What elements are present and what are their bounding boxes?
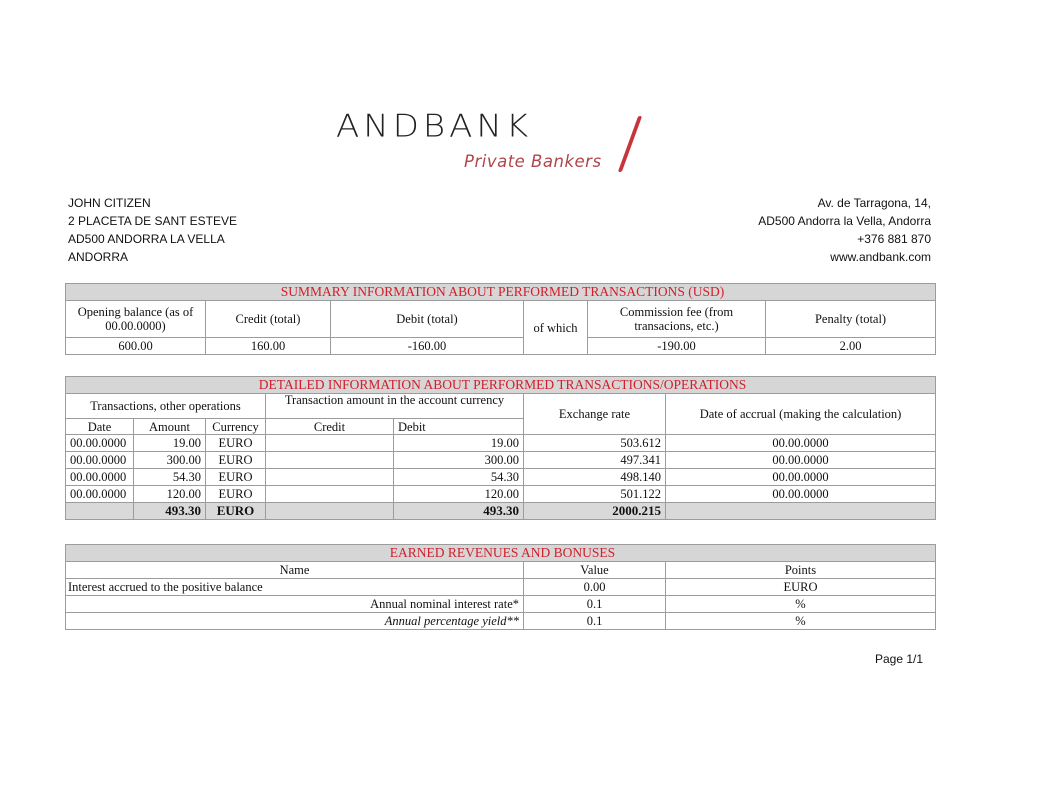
logo-brand: ANDBANK (336, 108, 533, 145)
client-city: AD500 ANDORRA LA VELLA (68, 232, 225, 246)
row-date: 00.00.0000 (66, 469, 134, 486)
row-currency: EURO (206, 486, 266, 503)
header-credit: Credit (266, 419, 394, 435)
table-row (66, 579, 936, 596)
bank-address (758, 194, 931, 266)
table-row (66, 486, 936, 503)
header-amount: Amount (134, 419, 206, 435)
header-of-which: of which (524, 301, 588, 355)
header-commission-fee: Commission fee (from transacions, etc.) (588, 301, 766, 338)
total-accrual-empty (666, 503, 936, 520)
header-currency: Currency (206, 419, 266, 435)
row-credit (266, 435, 394, 452)
row-exchange-rate: 501.122 (524, 486, 666, 503)
total-exchange-rate: 2000.215 (524, 503, 666, 520)
row-credit (266, 452, 394, 469)
header-date: Date (66, 419, 134, 435)
client-street: 2 PLACETA DE SANT ESTEVE (68, 214, 237, 228)
row-accrual-date: 00.00.0000 (666, 469, 936, 486)
row-date: 00.00.0000 (66, 452, 134, 469)
page-number: Page 1/1 (875, 652, 924, 666)
header-debit-total: Debit (total) (331, 301, 524, 338)
value-debit-total: -160.00 (331, 338, 524, 355)
total-amount: 493.30 (134, 503, 206, 520)
row-name: Annual nominal interest rate* (66, 596, 524, 613)
row-credit (266, 469, 394, 486)
row-exchange-rate: 498.140 (524, 469, 666, 486)
header-name: Name (66, 562, 524, 579)
header-exchange-rate: Exchange rate (524, 394, 666, 435)
row-points: EURO (666, 579, 936, 596)
header-penalty-total: Penalty (total) (766, 301, 936, 338)
header-points: Points (666, 562, 936, 579)
row-date: 00.00.0000 (66, 486, 134, 503)
table-row (66, 596, 936, 613)
row-points: % (666, 596, 936, 613)
total-debit: 493.30 (394, 503, 524, 520)
header-transactions: Transactions, other operations (66, 394, 266, 419)
total-date-empty (66, 503, 134, 520)
summary-table (65, 283, 936, 355)
table-row (66, 613, 936, 630)
value-penalty-total: 2.00 (766, 338, 936, 355)
earned-title: EARNED REVENUES AND BONUSES (66, 545, 936, 562)
client-name: JOHN CITIZEN (68, 196, 151, 210)
detail-title: DETAILED INFORMATION ABOUT PERFORMED TRANSACTIONS/OPERATIONS (66, 377, 936, 394)
header-date-of-accrual: Date of accrual (making the calculation) (666, 394, 936, 435)
header-credit-total: Credit (total) (206, 301, 331, 338)
row-amount: 120.00 (134, 486, 206, 503)
row-currency: EURO (206, 452, 266, 469)
row-debit: 300.00 (394, 452, 524, 469)
total-row (66, 503, 936, 520)
row-value: 0.1 (524, 613, 666, 630)
earned-revenues-table (65, 544, 936, 630)
header-amount-in-account: Transaction amount in the account currency (266, 394, 524, 419)
logo-slash-mark-icon (618, 116, 642, 172)
table-row (66, 469, 936, 486)
row-debit: 120.00 (394, 486, 524, 503)
row-accrual-date: 00.00.0000 (666, 452, 936, 469)
value-opening-balance: 600.00 (66, 338, 206, 355)
row-name: Annual percentage yield** (66, 613, 524, 630)
row-value: 0.00 (524, 579, 666, 596)
row-amount: 54.30 (134, 469, 206, 486)
bank-phone: +376 881 870 (857, 232, 931, 246)
bank-street: Av. de Tarragona, 14, (817, 196, 931, 210)
total-currency: EURO (206, 503, 266, 520)
row-currency: EURO (206, 435, 266, 452)
client-country: ANDORRA (68, 250, 129, 264)
row-points: % (666, 613, 936, 630)
row-debit: 19.00 (394, 435, 524, 452)
client-address (68, 194, 237, 266)
value-commission-fee: -190.00 (588, 338, 766, 355)
table-row (66, 452, 936, 469)
detail-table (65, 376, 936, 520)
row-value: 0.1 (524, 596, 666, 613)
bank-website[interactable]: www.andbank.com (830, 250, 931, 264)
row-name: Interest accrued to the positive balance (66, 579, 524, 596)
header-debit: Debit (394, 419, 524, 435)
table-row (66, 435, 936, 452)
row-amount: 300.00 (134, 452, 206, 469)
row-exchange-rate: 497.341 (524, 452, 666, 469)
summary-title: SUMMARY INFORMATION ABOUT PERFORMED TRANSACTIONS (USD) (66, 284, 936, 301)
row-date: 00.00.0000 (66, 435, 134, 452)
row-credit (266, 486, 394, 503)
row-accrual-date: 00.00.0000 (666, 435, 936, 452)
value-credit-total: 160.00 (206, 338, 331, 355)
header-value: Value (524, 562, 666, 579)
header-opening-balance: Opening balance (as of 00.00.0000) (66, 301, 206, 338)
row-currency: EURO (206, 469, 266, 486)
row-debit: 54.30 (394, 469, 524, 486)
andbank-logo (336, 108, 666, 178)
row-exchange-rate: 503.612 (524, 435, 666, 452)
total-credit-empty (266, 503, 394, 520)
bank-city: AD500 Andorra la Vella, Andorra (758, 214, 931, 228)
row-accrual-date: 00.00.0000 (666, 486, 936, 503)
logo-tagline: Private Bankers (464, 152, 602, 171)
row-amount: 19.00 (134, 435, 206, 452)
